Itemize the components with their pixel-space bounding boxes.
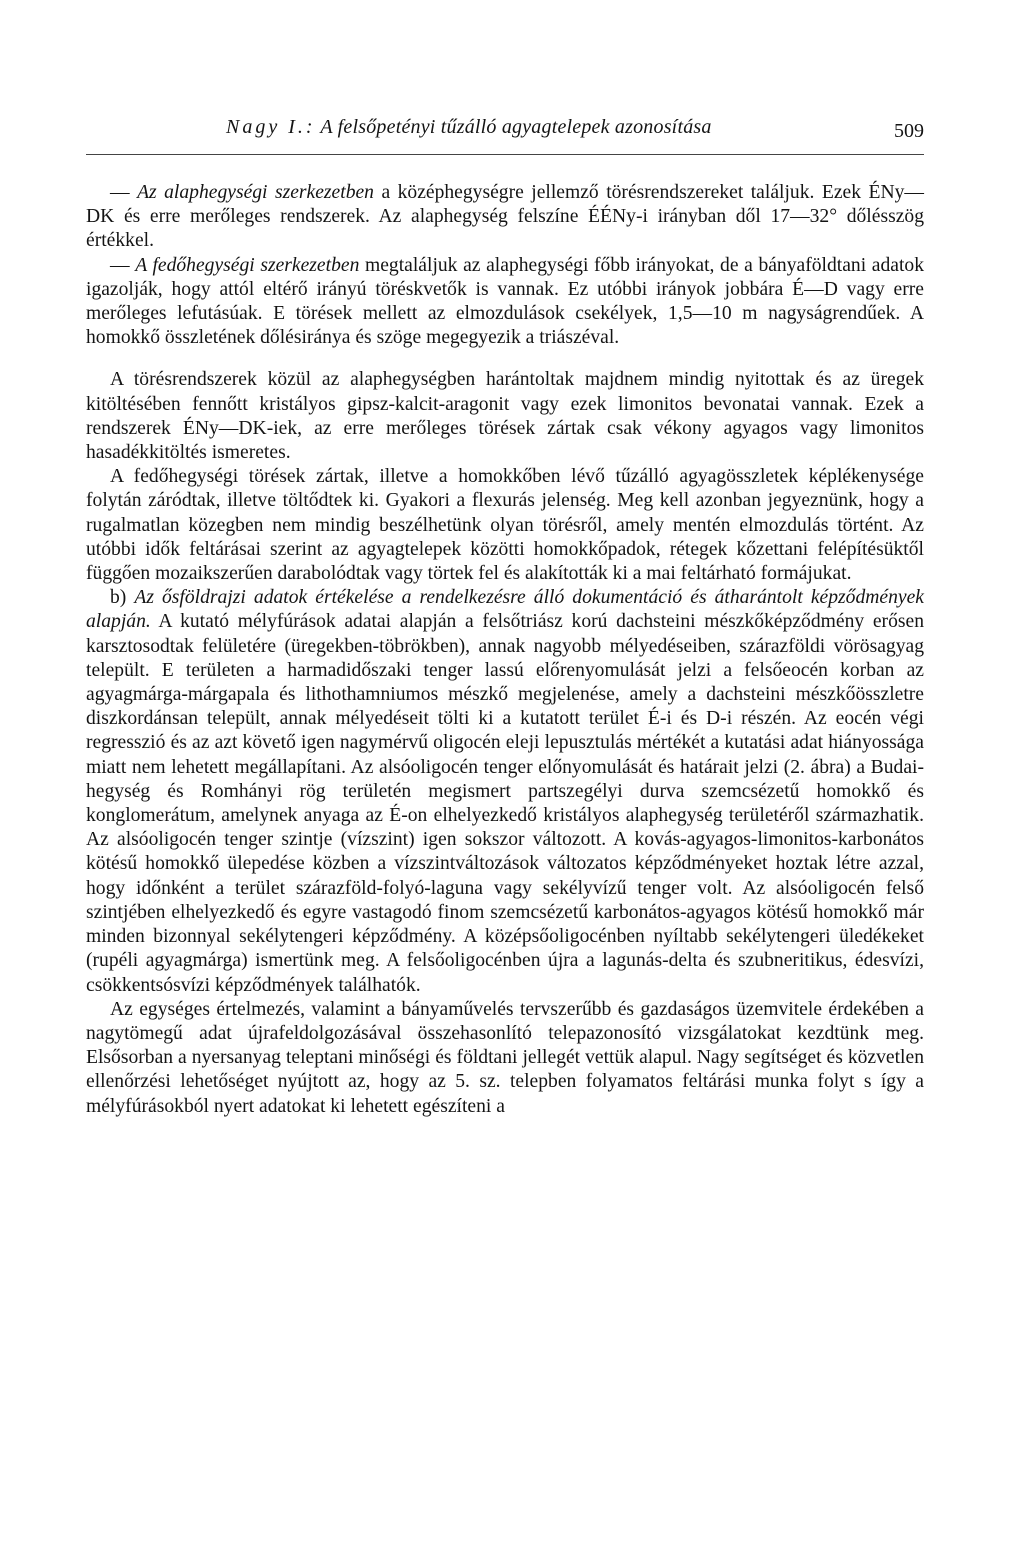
paragraph-4-text: A fedőhegységi törések zártak, illetve a homokkőben lévő tűzálló agyagösszletek képlékenysége folytán záródtak, illetve töltődtek ki. Gyakori a flexurás jelenség. Meg kell azonban jegyeznünk, hogy a rugalmatlan közegben nem mindig beszélhetünk olyan törésről, amely mentén elmozdulás történt. Az utóbbi idők feltárásai szerint az agyagtelepek közötti homokkőpadok, rétegek kőzettani felépítésüktől függően mozaikszerűen darabolódtak vagy törtek fel és alakították ki a mai feltárható formájukat. (86, 466, 924, 585)
running-title (226, 116, 712, 139)
page (86, 112, 924, 1119)
paragraph-2-italic: A fedőhegységi szerkezetben (135, 254, 360, 276)
paragraph-5 (86, 586, 924, 997)
paragraph-5-italic: Az ősföldrajzi adatok értékelése a rendelkezésre álló dokumentáció és átharántolt képződmények alapján. (86, 587, 924, 633)
page-number: 509 (894, 120, 924, 142)
paragraph-3 (86, 368, 924, 465)
paragraph-1-text: a középhegységre jellemző törésrendszereket találjuk. Ezek ÉNy—DK és erre merőleges rendszerek. Az alaphegység felszíne ÉÉNy-i irányban dől 17—32° dőlésszög értékkel. (86, 182, 924, 252)
header-author: Nagy I.: (226, 116, 316, 138)
running-header (86, 112, 924, 155)
paragraph-3-text: A törésrendszerek közül az alaphegységben harántoltak majdnem mindig nyitottak és az üregek kitöltésében fennőtt kristályos gipsz-kalcit-aragonit vagy ezek limonitos bevonatai vannak. Ezek a rendszerek ÉNy—DK-iek, az erre merőleges törések zártak csak vékony agyagos vagy limonitos hasadékkitöltés ismeretes. (86, 369, 924, 464)
paragraph-2 (86, 254, 924, 351)
paragraph-4 (86, 465, 924, 586)
paragraph-5-prefix: b) (110, 587, 135, 609)
header-title: A felsőpetényi tűzálló agyagtelepek azonosítása (320, 116, 712, 138)
paragraph-6-text: Az egységes értelmezés, valamint a bányaművelés tervszerűbb és gazdaságos üzemvitele érdekében a nagytömegű adat újrafeldolgozásával összehasonlító telepazonosító vizsgálatokat kezdtünk meg. Elsősorban a nyersanyag teleptani minőségi és földtani jellegét vettük alapul. Nagy segítséget és közvetlen ellenőrzési lehetőséget nyújtott az, hogy az 5. sz. telepben folyamatos feltárási munka folyt s így a mélyfúrásokból nyert adatokat ki lehetett egészíteni a (86, 998, 924, 1117)
paragraph-2-prefix: — (110, 254, 136, 276)
paragraph-1-prefix: — (110, 182, 138, 203)
paragraph-5-text: A kutató mélyfúrások adatai alapján a felsőtriász korú dachsteini mészkőképződmény erősen karsztosodtak felületére (üregekben-töbrökben), annak nagyobb mélyedéseiben, szárazföldi vörösagyag települt. E területen a harmadidőszaki tenger lassú előrenyomulását jelzi a felsőeocén korban az agyagmárga-márgapala és lithothamniumos mészkő megjelenése, amely a dachsteini mészkőösszletre diszkordánsan települt, annak mélyedéseit tölti ki a kutatott terület É-i és D-i részén. Az eocén végi regresszió és az azt követő igen nagymérvű oligocén eleji lepusztulás mértékét a kutatási adat hiányossága miatt nem lehetett megállapítani. Az alsóoligocén tenger előnyomulását és határait jelzi (2. ábra) a Budai-hegység és Romhányi rög területén megismert partszegélyi durva szemcsézetű homokkő és konglomerátum, amelynek anyaga az É-on elhelyezkedő kristályos alaphegység területéről származhatik. Az alsóoligocén tenger szintje (vízszint) igen sokszor változott. A kovás-agyagos-limonitos-karbonátos kötésű homokkő ülepedése közben a vízszintváltozások változatos képződményeket hoztak létre azzal, hogy időnként a terület szárazföld-folyó-laguna vagy sekélyvízű tenger volt. Az alsóoligocén felső szintjében elhelyezkedő és egyre vastagodó finom szemcsézetű karbonátos-agyagos kötésű homokkő már minden bizonnyal sekélytengeri képződmény. A középsőoligocénben nyíltabb sekélytengeri üledékeket (rupéli agyagmárga) ismertünk meg. A felsőoligocénben újra a lagunás-delta és szubneritikus, édesvízi, csökkentsósvízi képződmények találhatók. (86, 611, 924, 996)
body-text (86, 181, 924, 1119)
paragraph-2-text: megtaláljuk az alaphegységi főbb irányokat, de a bányaföldtani adatok igazolják, hogy attól eltérő irányú töréskvetők is vannak. Ez utóbbi irányok jobbára É—D vagy erre merőleges lefutásúak. E törések mellett az elmozdulások csekélyek, 1,5—10 m nagyságrendűek. A homokkő összletének dőlésiránya és szöge megegyezik a triászéval. (86, 254, 925, 349)
paragraph-1 (86, 181, 924, 254)
paragraph-6 (86, 998, 924, 1119)
paragraph-1-italic: Az alaphegységi szerkezetben (137, 182, 374, 203)
